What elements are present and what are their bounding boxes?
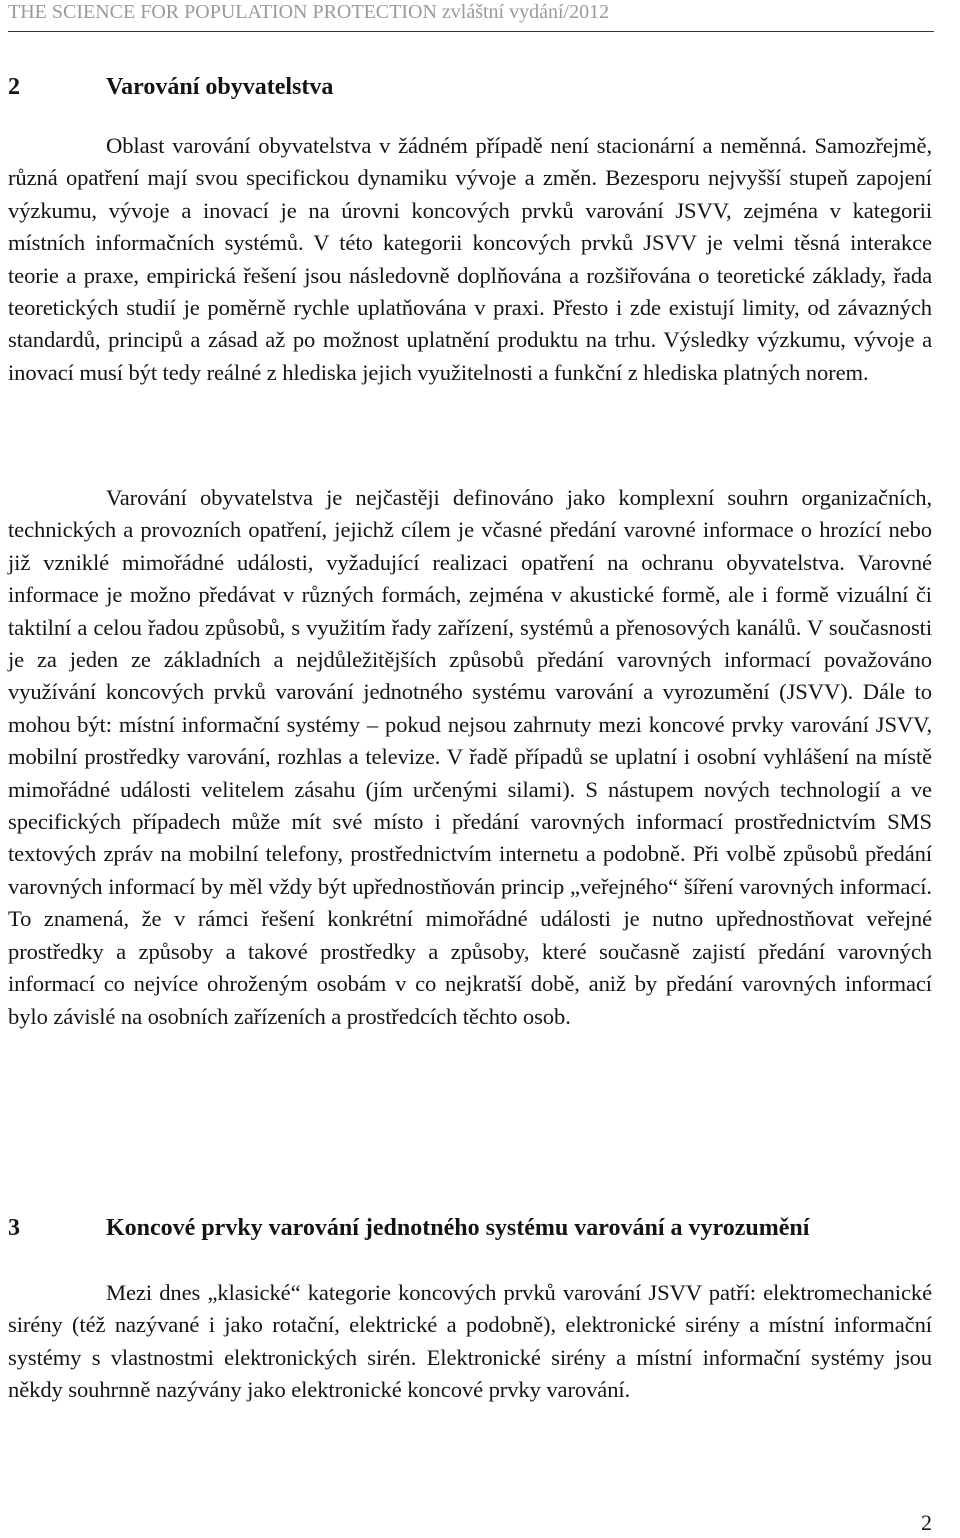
running-header: THE SCIENCE FOR POPULATION PROTECTION zvláštní vydání/2012	[8, 1, 610, 23]
section-2-title: Varování obyvatelstva	[106, 74, 334, 100]
section-3-number: 3	[8, 1215, 20, 1241]
section-3-heading	[8, 1212, 809, 1244]
page-number: 2	[921, 1510, 932, 1535]
header-rule	[8, 31, 934, 32]
section-2-paragraph-1: Oblast varování obyvatelstva v žádném případě není stacionární a neměnná. Samozřejmě, různá opatření mají svou specifickou dynamiku vývoje a změn. Bezesporu nejvyšší stupeň zapojení výzkumu, vývoje a inovací je na úrovni koncových prvků varování JSVV, zejména v kategorii místních informačních systémů. V této kategorii koncových prvků JSVV je velmi těsná interakce teorie a praxe, empirická řešení jsou následovně doplňována a rozšiřována o teoretické základy, řada teoretických studií je poměrně rychle uplatňována v praxi. Přesto i zde existují limity, od závazných standardů, principů a zásad až po možnost uplatnění produktu na trhu. Výsledky výzkumu, vývoje a inovací musí být tedy reálné z hlediska jejich využitelnosti a funkční z hlediska platných norem.	[8, 133, 932, 385]
section-3-title: Koncové prvky varování jednotného systému varování a vyrozumění	[106, 1215, 810, 1241]
section-2-paragraph-2: Varování obyvatelstva je nejčastěji definováno jako komplexní souhrn organizačních, technických a provozních opatření, jejichž cílem je včasné předání varovné informace o hrozící nebo již vzniklé mimořádné události, vyžadující realizaci opatření na ochranu obyvatelstva. Varovné informace je možno předávat v různých formách, zejména v akustické formě, ale i formě vizuální či taktilní a celou řadou způsobů, s využitím řady zařízení, systémů a přenosových kanálů. V současnosti je za jeden ze základních a nejdůležitějších způsobů předání varovných informací považováno využívání koncových prvků varování jednotného systému varování a vyrozumění (JSVV). Dále to mohou být: místní informační systémy – pokud nejsou zahrnuty mezi koncové prvky varování JSVV, mobilní prostředky varování, rozhlas a televize. V řadě případů se uplatní i osobní vyhlášení na místě mimořádné události velitelem zásahu (jím určenými silami). S nástupem nových technologií a ve specifických případech může mít své místo i předání varovných informací prostřednictvím SMS textových zpráv na mobilní telefony, prostřednictvím internetu a podobně. Při volbě způsobů předání varovných informací by měl vždy být upřednostňován princip „veřejného“ šíření varovných informací. To znamená, že v rámci řešení konkrétní mimořádné události je nutno upřednostňovat veřejné prostředky a způsoby a takové prostředky a způsoby, které současně zajistí předání varovných informací co nejvíce ohroženým osobám v co nejkratší době, aniž by předání varovných informací bylo závislé na osobních zařízeních a prostředcích těchto osob.	[8, 485, 932, 1029]
section-2-number: 2	[8, 74, 20, 100]
section-2-heading	[8, 71, 333, 103]
section-3-paragraph-1: Mezi dnes „klasické“ kategorie koncových prvků varování JSVV patří: elektromechanické sirény (též nazývané i jako rotační, elektrické a podobně), elektronické sirény a místní informační systémy s vlastnostmi elektronických sirén. Elektronické sirény a místní informační systémy jsou někdy souhrnně nazývány jako elektronické koncové prvky varování.	[8, 1280, 932, 1403]
